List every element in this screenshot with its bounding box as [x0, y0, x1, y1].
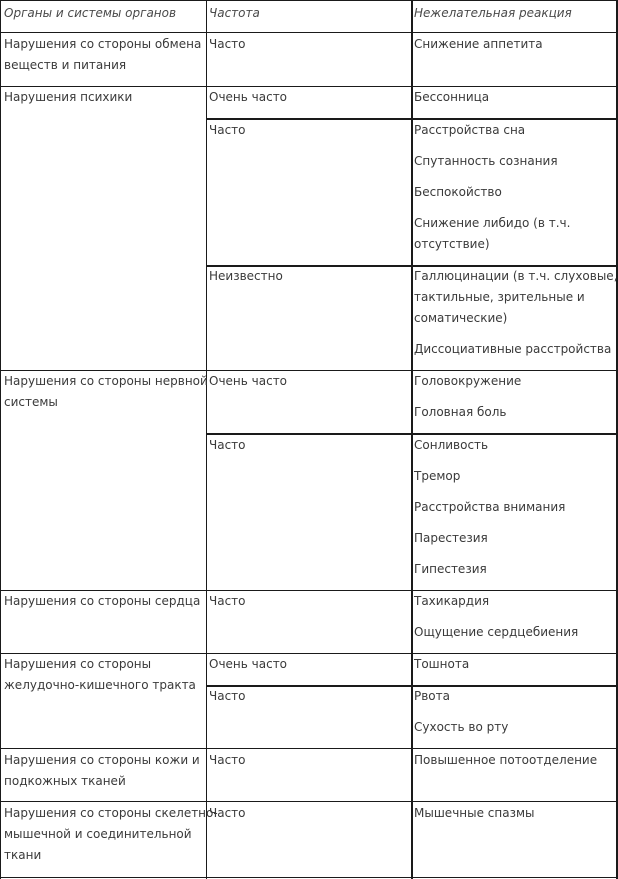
reaction-cell: Ощущение сердцебиения [414, 625, 579, 639]
reaction-cell: Головная боль [414, 405, 507, 419]
reaction-cell: Тошнота [414, 657, 470, 671]
frequency-cell: Часто [209, 689, 246, 703]
organ-nervous: системы [4, 395, 58, 409]
row-border [0, 748, 618, 749]
frequency-cell: Часто [209, 594, 246, 608]
organ-gastrointestinal: желудочно-кишечного тракта [4, 678, 196, 692]
organ-musculoskeletal: мышечной и соединительной [4, 827, 192, 841]
reaction-cell: отсутствие) [414, 237, 490, 251]
table-border-top [0, 0, 618, 1]
reaction-cell: Тахикардия [414, 594, 490, 608]
reaction-cell: Беспокойство [414, 185, 502, 199]
organ-metabolism: веществ и питания [4, 58, 127, 72]
reaction-cell: Галлюцинации (в т.ч. слуховые, [414, 269, 618, 283]
organ-gastrointestinal: Нарушения со стороны [4, 657, 152, 671]
reaction-cell: Бессонница [414, 90, 490, 104]
reaction-cell: Головокружение [414, 374, 522, 388]
organ-psychiatric: Нарушения психики [4, 90, 133, 104]
reaction-cell: Снижение аппетита [414, 37, 543, 51]
frequency-cell: Часто [209, 438, 246, 452]
organ-musculoskeletal: Нарушения со стороны скелетно- [4, 806, 218, 820]
organ-nervous: Нарушения со стороны нервной [4, 374, 208, 388]
frequency-cell: Очень часто [209, 90, 288, 104]
reaction-cell: Рвота [414, 689, 450, 703]
reaction-cell: Повышенное потоотделение [414, 753, 598, 767]
frequency-cell: Часто [209, 753, 246, 767]
subrow-border [207, 433, 618, 435]
header-frequency: Частота [209, 6, 260, 20]
row-border [0, 801, 618, 802]
organ-musculoskeletal: ткани [4, 848, 42, 862]
reaction-cell: тактильные, зрительные и [414, 290, 585, 304]
reaction-cell: Расстройства сна [414, 123, 526, 137]
reaction-cell: Гипестезия [414, 562, 487, 576]
frequency-cell: Часто [209, 806, 246, 820]
reaction-cell: Мышечные спазмы [414, 806, 535, 820]
header-organ: Органы и системы органов [4, 6, 177, 20]
frequency-cell: Неизвестно [209, 269, 283, 283]
header-reaction: Нежелательная реакция [414, 6, 572, 20]
reaction-cell: Парестезия [414, 531, 488, 545]
subrow-border [207, 118, 618, 120]
reaction-cell: Тремор [414, 469, 461, 483]
reaction-cell: Диссоциативные расстройства [414, 342, 612, 356]
reaction-cell: Сонливость [414, 438, 489, 452]
organ-skin: Нарушения со стороны кожи и [4, 753, 200, 767]
reaction-cell: Спутанность сознания [414, 154, 558, 168]
frequency-cell: Часто [209, 123, 246, 137]
organ-cardiac: Нарушения со стороны сердца [4, 594, 201, 608]
reaction-cell: соматические) [414, 311, 508, 325]
frequency-cell: Очень часто [209, 657, 288, 671]
frequency-cell: Часто [209, 37, 246, 51]
row-border [0, 32, 618, 33]
row-border [0, 877, 618, 878]
frequency-cell: Очень часто [209, 374, 288, 388]
reaction-cell: Снижение либидо (в т.ч. [414, 216, 571, 230]
organ-metabolism: Нарушения со стороны обмена [4, 37, 202, 51]
reaction-cell: Сухость во рту [414, 720, 509, 734]
subrow-border [207, 685, 618, 687]
organ-skin: подкожных тканей [4, 774, 126, 788]
reaction-cell: Расстройства внимания [414, 500, 566, 514]
